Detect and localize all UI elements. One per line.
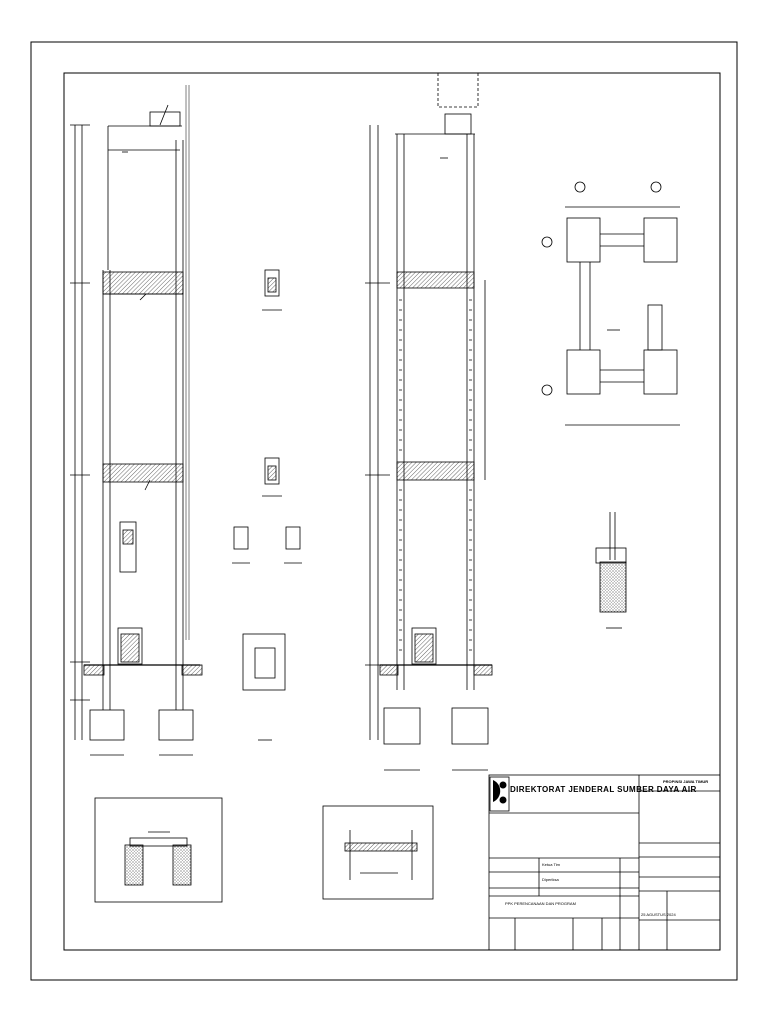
agency-title: DIREKTORAT JENDERAL SUMBER DAYA AIR: [510, 785, 697, 794]
activity-label: PPK PERENCANAAN DAN PROGRAM: [505, 901, 576, 906]
title-block: [489, 775, 720, 950]
elevation-section-right: [365, 73, 492, 770]
role-checker-label: Diperiksa: [542, 877, 559, 882]
slab-details: [95, 798, 433, 902]
elevation-section-left: [70, 85, 202, 755]
province-label: PROPINSI JAWA TIMUR: [663, 779, 709, 784]
date-label: 25 AGUSTUS 2024: [641, 912, 676, 917]
plan-footings: [542, 182, 680, 425]
inner-border: [64, 73, 720, 950]
role-leader-label: Ketua Tim: [542, 862, 561, 867]
agency-logo-icon: [490, 777, 509, 811]
outer-border: [31, 42, 737, 980]
footing-detail: [596, 512, 626, 628]
column-details: [232, 270, 302, 740]
